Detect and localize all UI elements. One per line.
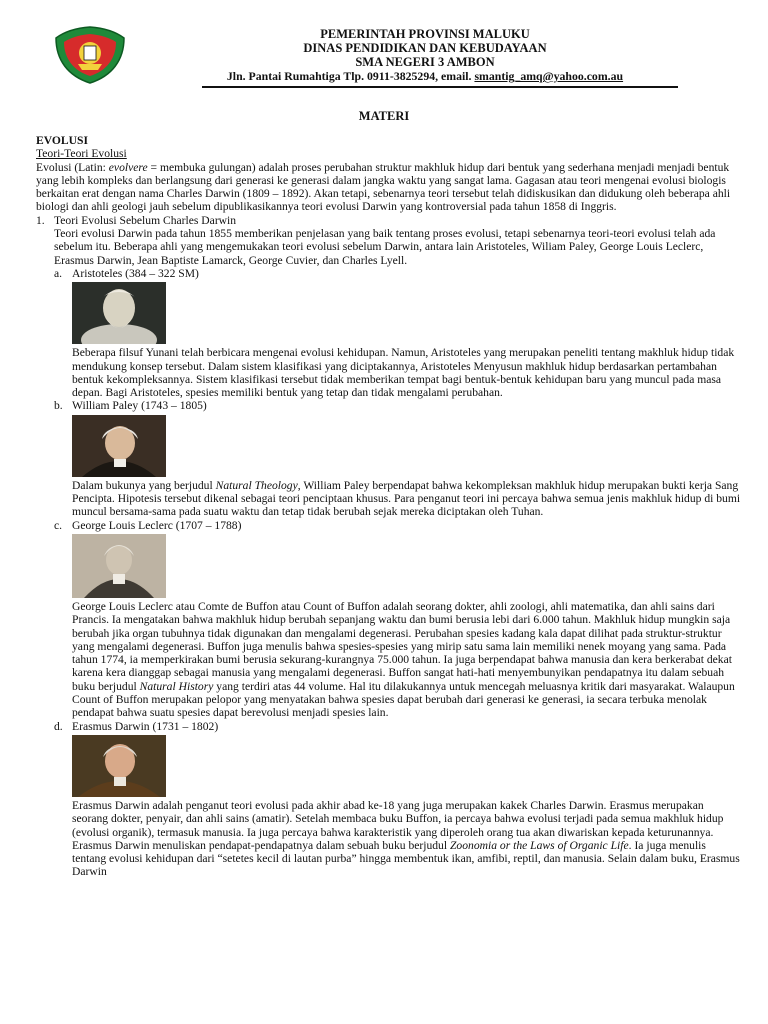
document-body bbox=[36, 134, 742, 879]
sub-b-paragraph bbox=[36, 479, 742, 519]
sub-b-text-2: , William Paley berpendapat bahwa kekompleksan makhluk hidup merupakan bukti kerja Sang Pencipta. Hipotesis tersebut dikenal sebagai teori penciptaan khusus. Para penganut teori ini percaya bahwa semua jenis makhluk hidup di bumi muncul bersama-sama pada suatu waktu dan tetap tidak berubah sejak mereka diciptakan oleh Tuhan. bbox=[72, 478, 741, 519]
section-title: EVOLUSI bbox=[36, 134, 88, 147]
address-text: Jln. Pantai Rumahtiga Tlp. 0911-3825294, email. bbox=[226, 69, 475, 83]
letterhead-line-1: PEMERINTAH PROVINSI MALUKU bbox=[320, 27, 530, 41]
sub-item-b bbox=[36, 399, 742, 412]
sub-d-text-1: Erasmus Darwin adalah penganut teori evolusi pada akhir abad ke-18 yang juga merupakan kakek Charles Darwin. Erasmus merupakan seorang dokter, penyair, dan ahli sains (amatir). Setelah membaca buku Buffon, ia percaya bahwa evolusi terjadi pada semua makhluk hidup (evolusi organik), termasuk manusia. Ia juga percaya bahwa karakteristik yang diperoleh orang tua akan diwariskan kepada keturunannya. Erasmus Darwin menuliskan pendapat-pendapatnya dalam sebuah buku berjudul bbox=[72, 798, 724, 852]
sub-letter: a. bbox=[54, 266, 63, 280]
erasmus-darwin-portrait-image bbox=[72, 735, 166, 797]
letterhead bbox=[140, 27, 710, 83]
email-link[interactable]: smantig_amq@yahoo.com.au bbox=[474, 69, 624, 83]
george-louis-leclerc-portrait-image bbox=[72, 534, 166, 598]
intro-text-1: Evolusi (Latin: bbox=[36, 160, 109, 174]
sub-letter: c. bbox=[54, 518, 63, 532]
sub-c-text-2: yang terdiri atas 44 volume. Hal itu dilakukannya untuk mencegah meluasnya kritik dari masyarakat. Walaupun Count of Buffon merupakan pelopor yang menyatakan bahwa spesies dapat berubah dari generasi ke generasi, ia secara terbuka menolak pendapat bahwa suatu spesies dapat berevolusi menjadi spesies lain. bbox=[72, 679, 735, 720]
sub-d-text-2: . Ia juga menulis tentang evolusi kehidupan dari “setetes kecil di lautan purba” hingga membentuk ikan, amfibi, reptil, dan manusia. Selain dalam buku, Erasmus Darwin bbox=[72, 838, 740, 879]
sub-c-paragraph bbox=[36, 600, 742, 720]
maluku-emblem-logo bbox=[54, 26, 126, 84]
william-paley-portrait-image bbox=[72, 415, 166, 477]
intro-term: evolvere bbox=[108, 160, 148, 174]
book-title: Natural History bbox=[139, 679, 214, 693]
header-divider bbox=[202, 86, 678, 88]
list-item-title: Teori Evolusi Sebelum Charles Darwin bbox=[54, 213, 237, 227]
sub-item-a bbox=[36, 267, 742, 280]
sub-letter: d. bbox=[54, 719, 63, 733]
book-title: Natural Theology bbox=[215, 478, 298, 492]
item1-paragraph: Teori evolusi Darwin pada tahun 1855 memberikan penjelasan yang baik tentang proses evolusi, tetapi sebenarnya teori-teori evolusi telah ada sebelum itu. Beberapa ahli yang mengemukakan teori evolusi sebelum Darwin, antara lain Aristoteles, Wiliam Paley, George Louis Leclerc, Erasmus Darwin, Jean Baptiste Lamarck, George Cuvier, dan Charles Lyell. bbox=[54, 227, 716, 267]
intro-paragraph bbox=[36, 161, 742, 214]
subsection-title: Teori-Teori Evolusi bbox=[36, 147, 127, 161]
sub-d-paragraph bbox=[36, 799, 742, 879]
sub-b-text-1: Dalam bukunya yang berjudul bbox=[72, 478, 216, 492]
list-item-1 bbox=[36, 214, 742, 227]
sub-title: Erasmus Darwin (1731 – 1802) bbox=[72, 719, 219, 733]
letterhead-line-2: DINAS PENDIDIKAN DAN KEBUDAYAAN bbox=[303, 41, 547, 55]
sub-title: Aristoteles (384 – 322 SM) bbox=[72, 266, 199, 280]
aristoteles-portrait-image bbox=[72, 282, 166, 344]
letterhead-address bbox=[140, 69, 710, 83]
letterhead-line-3: SMA NEGERI 3 AMBON bbox=[355, 55, 495, 69]
page-title: MATERI bbox=[358, 109, 410, 123]
sub-item-c bbox=[36, 519, 742, 532]
list-number: 1. bbox=[36, 213, 45, 227]
sub-a-paragraph: Beberapa filsuf Yunani telah berbicara mengenai evolusi kehidupan. Namun, Aristoteles yang merupakan peneliti tentang makhluk hidup tidak mendukung konsep tersebut. Dalam sistem klasifikasi yang diciptakannya, Aristoteles Menyusun makhluk hidup berdasarkan pertambahan bentuk kekompleksannya. Sistem klasifikasi tersebut tidak memberikan tempat bagi bentuk-bentuk kehidupan baru yang muncul pada masa depan. Bagi Aristoteles, spesies memiliki bentuk yang tetap dan tidak mengalami perubahan. bbox=[72, 346, 735, 400]
intro-text-2: = membuka gulungan) adalah proses perubahan struktur makhluk hidup dari bentuk yang sederhana menjadi menjadi bentuk yang lebih kompleks dan berlangsung dari generasi ke generasi dalam jangka waktu yang sangat lama. Gagasan atau teori mengenai evolusi biologis berkaitan erat dengan nama Charles Darwin (1809 – 1892). Akan tetapi, sebenarnya teori tersebut telah didiskusikan dan didukung oleh beberapa ahli biologi dan ahli geologi jauh sebelum dipublikasikannya teori evolusi Darwin yang kontroversial pada tahun 1858 di Inggris. bbox=[36, 160, 731, 214]
sub-letter: b. bbox=[54, 399, 63, 413]
sub-c-text-1: George Louis Leclerc atau Comte de Buffon atau Count of Buffon adalah seorang dokter, ahli zoologi, ahli matematika, dan ahli sains dari Prancis. Ia mengatakan bahwa makhluk hidup berubah sepanjang waktu dan bumi berusia lebi dari 6.000 tahun. Makhluk hidup mungkin saja berubah jika organ tubuhnya tidak digunakan dan mengalami degenerasi. Perubahan spesies kadang kala dapat dilihat pada struktur-struktur yang mengalami degenerasi. Buffon juga menulis bahwa spesies-spesies yang mirip satu sama lain memiliki nenek moyang yang sama. Pada tahun 1774, ia memperkirakan bumi berusia sekurang-kurangnya 75.000 tahun. Ia juga berpendapat bahwa manusia dan kera berkerabat dekat karena kera dianggap sebagai manusia yang mengalami degenerasi. Buffon sangat hati-hati menyembunyikan pendapatnya itu dalam sebuah buku berjudul bbox=[72, 599, 732, 693]
sub-title: George Louis Leclerc (1707 – 1788) bbox=[72, 518, 242, 532]
sub-title: William Paley (1743 – 1805) bbox=[72, 399, 207, 413]
sub-item-d bbox=[36, 720, 742, 733]
book-title: Zoonomia or the Laws of Organic Life bbox=[449, 838, 629, 852]
